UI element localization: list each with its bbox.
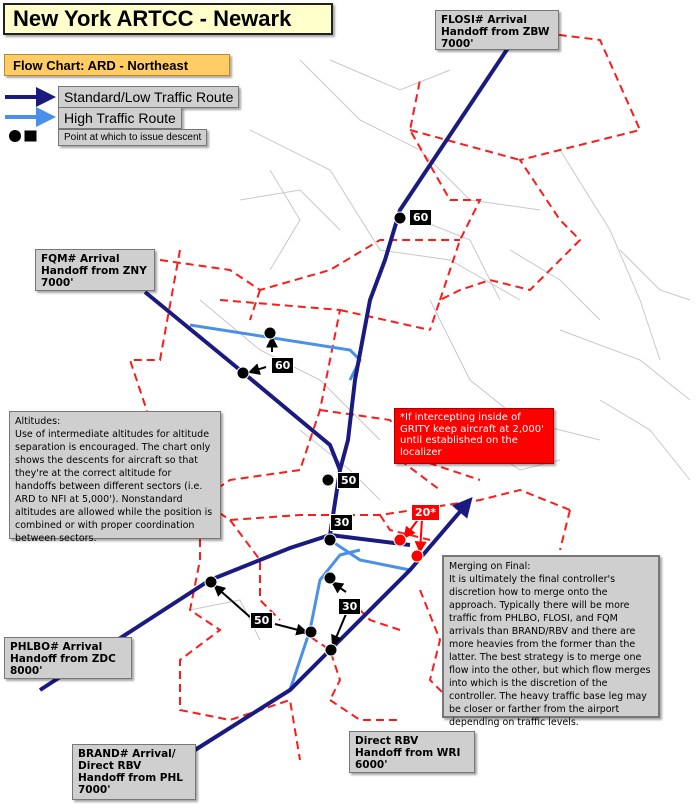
altitudes-note: [9, 411, 221, 544]
descent-badge-final: 20*: [411, 504, 440, 521]
descent-badge-brand: 30: [338, 598, 361, 615]
pointer-arrows: [215, 338, 346, 645]
rbv-line-2: Handoff from WRI: [355, 747, 461, 759]
phlbo-line-1: PHLBO# Arrival: [10, 641, 103, 653]
page-title: New York ARTCC - Newark: [3, 3, 333, 35]
altitudes-body: Use of intermediate altitudes for altitude separation is encouraged. The chart only shows the descents for aircraft so that they're at the correct altitude for handoffs between different sectors (i.e. ARD to NFI at 5,000'). Nonstandard altitudes are allowed while the position is combined or with proper coordination between sectors.: [15, 429, 213, 544]
merging-body: It is ultimately the final controller's discretion how to merge onto the approach. Typically there will be more traffic from PHLBO, FLOSI, and FQM arrivals than BRAND/RBV and there are more heavies from the former than the latter. The best strategy is to merge one flow into the other, but which flow merges into which is the discretion of the controller. The heavy traffic base leg may be closer or farther from the airport depending on traffic levels.: [449, 574, 651, 728]
flosi-line-3: 7000': [441, 38, 474, 50]
brand-arrival-label: [72, 744, 196, 800]
intercept-note: *If intercepting inside of GRITY keep aircraft at 2,000' until established on the localizer: [394, 408, 554, 464]
rbv-arrival-label: [349, 731, 475, 773]
fqm-line-1: FQM# Arrival: [41, 253, 120, 265]
legend-standard-route: Standard/Low Traffic Route: [58, 86, 239, 108]
brand-line-3: Handoff from PHL: [78, 772, 183, 784]
brand-line-4: 7000': [78, 784, 111, 796]
phlbo-line-3: 8000': [10, 665, 43, 677]
chart-subtitle: Flow Chart: ARD - Northeast: [4, 54, 230, 76]
high-traffic-routes: [190, 325, 410, 690]
descent-badge-mid: 50: [337, 472, 360, 489]
altitudes-heading: Altitudes:: [15, 416, 61, 427]
legend-high-route: High Traffic Route: [58, 107, 182, 129]
rbv-line-3: 6000': [355, 759, 388, 771]
descent-badge-phlbo: 50: [250, 612, 273, 629]
descent-badge-upper30: 30: [330, 514, 353, 531]
descent-badge-fqm: 60: [271, 357, 294, 374]
fqm-line-3: 7000': [41, 277, 74, 289]
phlbo-arrival-label: [4, 637, 132, 679]
legend-descent-point: Point at which to issue descent: [58, 129, 207, 146]
merging-note: [442, 555, 660, 728]
descent-badge-flosi: 60: [409, 209, 432, 226]
flosi-arrival-label: [435, 10, 559, 50]
merging-heading: Merging on Final:: [449, 561, 531, 572]
rbv-line-1: Direct RBV: [355, 735, 419, 747]
brand-line-2: Direct RBV: [78, 760, 142, 772]
fqm-arrival-label: [35, 249, 155, 291]
phlbo-line-2: Handoff from ZDC: [10, 653, 116, 665]
flosi-line-2: Handoff from ZBW: [441, 26, 550, 38]
brand-line-1: BRAND# Arrival/: [78, 748, 176, 760]
flosi-line-1: FLOSI# Arrival: [441, 14, 527, 26]
fqm-line-2: Handoff from ZNY: [41, 265, 147, 277]
